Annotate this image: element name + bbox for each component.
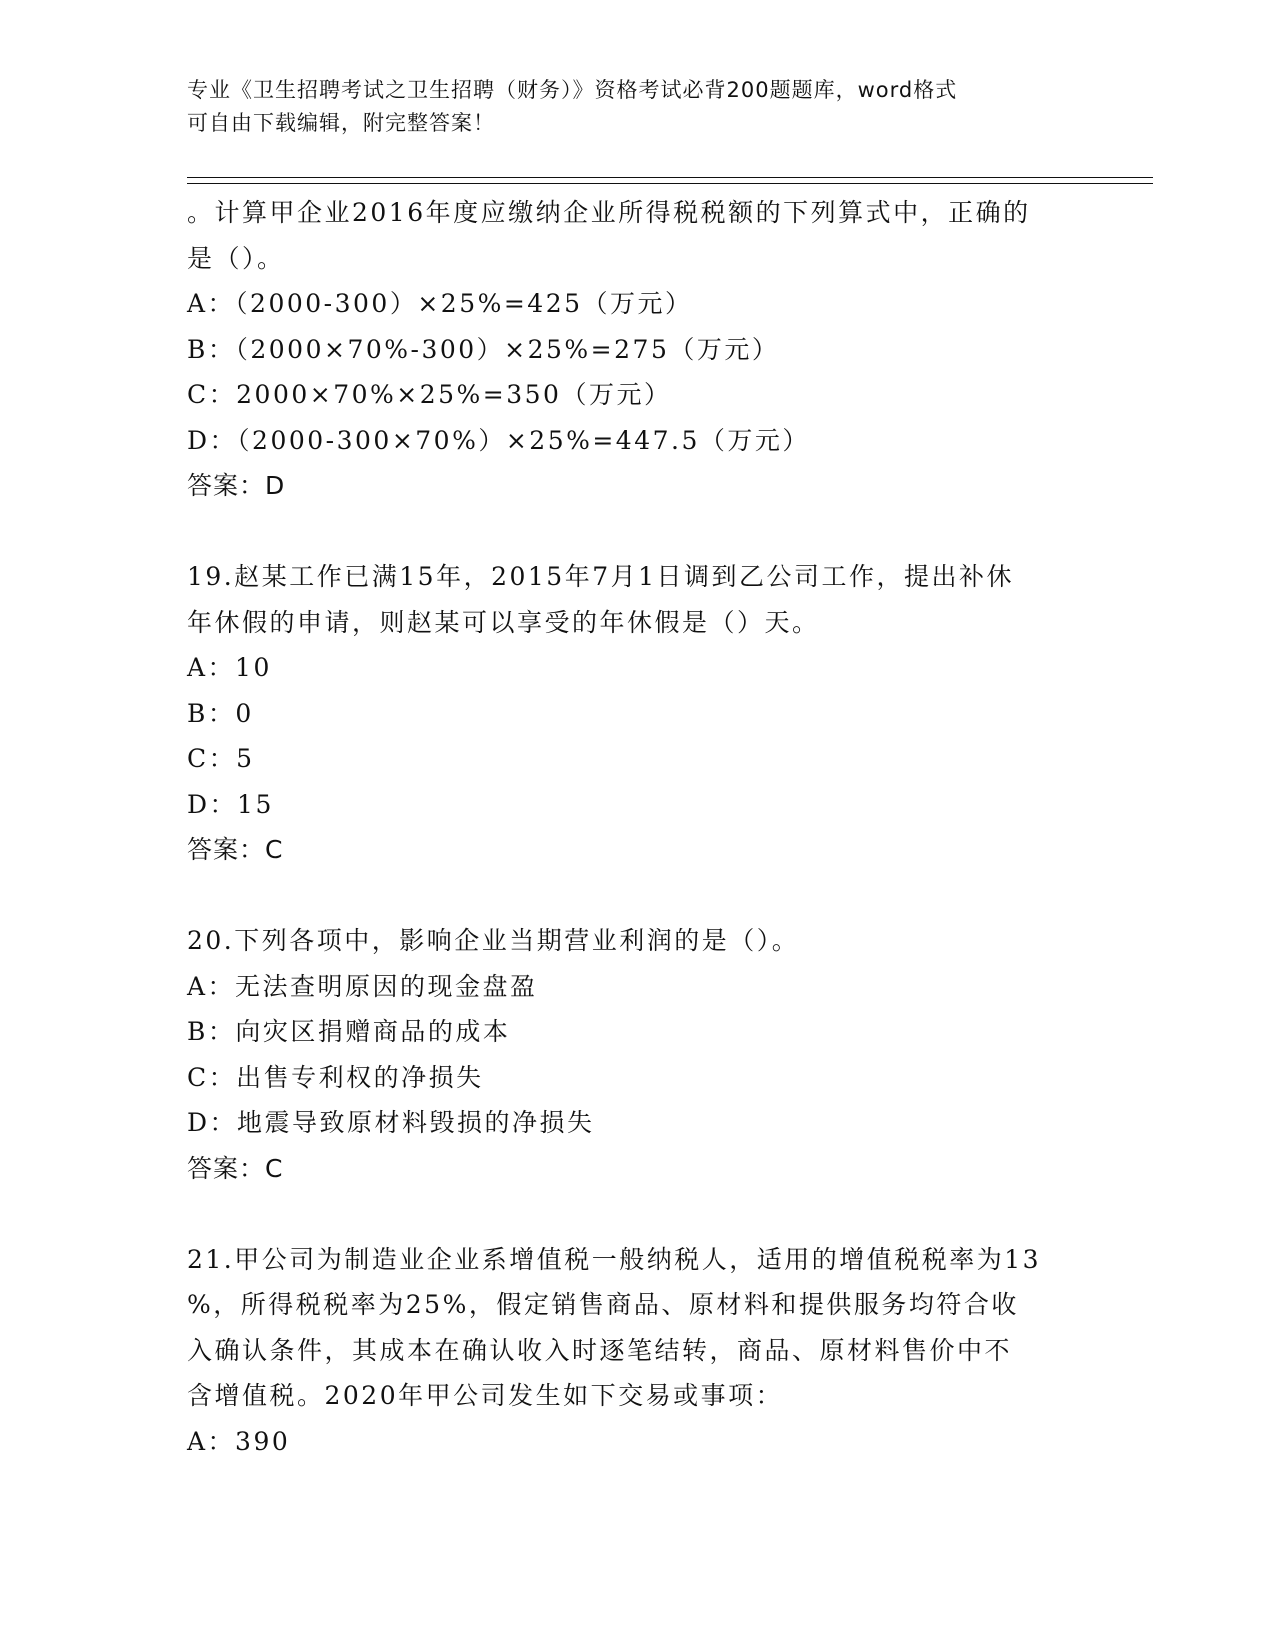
answer: 答案：D [187, 471, 286, 500]
answer: 答案：C [187, 1153, 284, 1183]
option-a: A：无法查明原因的现金盘盈 [187, 971, 538, 1001]
option-b: B：0 [187, 698, 254, 728]
header-divider-top [187, 177, 1153, 178]
option-c: C：5 [187, 744, 255, 773]
header-divider-bottom [187, 183, 1153, 184]
question-stem: 21.甲公司为制造业企业系增值税一般纳税人，适用的增值税税率为13 [187, 1244, 1042, 1274]
option-c: C：出售专利权的净损失 [187, 1062, 484, 1092]
option-a: A：（2000-300）×25%=425（万元） [187, 289, 693, 318]
question-stem: 是（）。 [187, 243, 285, 273]
question-18 [187, 190, 1187, 509]
option-b: B：（2000×70%-300）×25%=275（万元） [187, 334, 780, 364]
option-d: D：（2000-300×70%）×25%=447.5（万元） [187, 425, 810, 455]
spacer [187, 873, 1187, 919]
question-stem: 含增值税。2020年甲公司发生如下交易或事项： [187, 1381, 784, 1410]
question-list [187, 190, 1187, 1464]
header-title-line-2: 可自由下载编辑，附完整答案！ [187, 111, 495, 135]
question-19 [187, 554, 1187, 873]
question-stem: 20.下列各项中，影响企业当期营业利润的是（）。 [187, 926, 800, 955]
option-d: D：地震导致原材料毁损的净损失 [187, 1108, 595, 1137]
header-title-line-1: 专业《卫生招聘考试之卫生招聘（财务）》资格考试必背200题题库，word格式 [187, 78, 958, 102]
question-stem: 。计算甲企业2016年度应缴纳企业所得税税额的下列算式中，正确的 [187, 198, 1031, 227]
answer: 答案：C [187, 835, 284, 864]
question-stem: 入确认条件，其成本在确认收入时逐笔结转，商品、原材料售价中不 [187, 1335, 1013, 1365]
document-header [187, 74, 1087, 140]
option-d: D：15 [187, 789, 274, 819]
spacer [187, 1191, 1187, 1237]
question-stem: %，所得税税率为25%，假定销售商品、原材料和提供服务均符合收 [187, 1290, 1019, 1319]
question-21 [187, 1237, 1187, 1465]
question-stem: 19.赵某工作已满15年，2015年7月1日调到乙公司工作，提出补休 [187, 562, 1015, 591]
option-a: A：10 [187, 653, 272, 682]
question-stem: 年休假的申请，则赵某可以享受的年休假是（）天。 [187, 607, 820, 637]
spacer [187, 509, 1187, 555]
option-a: A：390 [187, 1426, 291, 1456]
option-c: C：2000×70%×25%=350（万元） [187, 380, 672, 409]
option-b: B：向灾区捐赠商品的成本 [187, 1017, 511, 1046]
question-20 [187, 918, 1187, 1191]
